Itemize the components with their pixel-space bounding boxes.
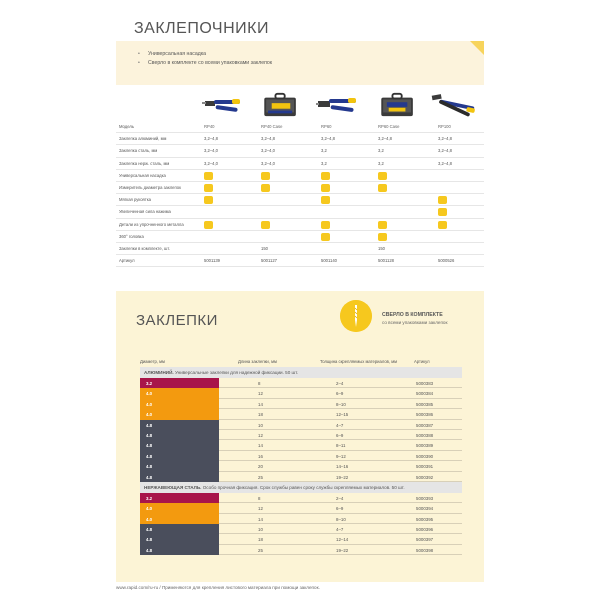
drill-bit-icon [340, 300, 372, 332]
spec-value: 3,2–4,8 [378, 136, 392, 142]
diameter-cell [140, 409, 219, 419]
sku-value: 5000387 [416, 422, 434, 428]
diameter-cell [140, 378, 219, 388]
diameter-value: 3.2 [146, 495, 153, 501]
thickness-value: 12–15 [336, 412, 349, 418]
spec-header-label: Модель [119, 124, 135, 129]
spec-value: 3,2 [378, 160, 384, 166]
sku-value: 5000388 [416, 432, 434, 438]
tool-name: RP40 Case [261, 124, 283, 129]
thickness-value: 4–7 [336, 422, 344, 428]
section-title: АЛЮМИНИЙ. Универсальные заклепки для надежной фиксации. 50 шт. [144, 370, 299, 375]
spec-row [116, 231, 484, 243]
thickness-value: 6–9 [336, 432, 344, 438]
spec-row-label: Увеличенная сила нажима [119, 209, 171, 215]
spec-value: 5001139 [204, 258, 220, 264]
rivets-header-row [140, 356, 462, 367]
length-value: 12 [258, 506, 263, 512]
diameter-cell [140, 461, 219, 471]
check-mark [261, 184, 270, 192]
check-mark [204, 184, 213, 192]
thickness-value: 4–7 [336, 527, 344, 533]
footer-text: www.rapid.com/ru-ru / Применяются для крепления листового материала при помощи заклепок. [116, 585, 320, 590]
diameter-value: 4.8 [146, 527, 153, 533]
spec-row [116, 255, 484, 267]
spec-value: 5001140 [321, 258, 337, 264]
rivet-row [140, 399, 462, 409]
rivet-row [140, 514, 462, 524]
diameter-cell [140, 420, 219, 430]
column-header: Длина заклепки, мм [238, 359, 277, 364]
check-mark [438, 221, 447, 229]
diameter-cell [140, 451, 219, 461]
thickness-value: 19–22 [336, 474, 349, 480]
section-title: НЕРЖАВЕЮЩАЯ СТАЛЬ. Особо прочная фиксация. Срок службы равен сроку службы скрепляемых материалов. 50 шт. [144, 484, 405, 490]
check-mark [204, 196, 213, 204]
check-mark [321, 184, 330, 192]
spec-row [116, 158, 484, 170]
rivet-row [140, 430, 462, 440]
spec-row [116, 206, 484, 218]
thickness-value: 2–4 [336, 495, 344, 501]
diameter-cell [140, 534, 219, 544]
length-value: 18 [258, 412, 263, 418]
check-mark [321, 196, 330, 204]
spec-value: 150 [378, 245, 385, 251]
column-header: Толщина скрепляемых материалов, мм [320, 359, 397, 364]
spec-value: 5001127 [261, 258, 277, 264]
diameter-value: 4.8 [146, 537, 153, 543]
check-mark [321, 233, 330, 241]
thickness-value: 6–9 [336, 506, 344, 512]
rivets-title: ЗАКЛЕПКИ [136, 312, 218, 329]
diameter-cell [140, 503, 219, 513]
sku-value: 5000394 [416, 506, 434, 512]
length-value: 10 [258, 527, 263, 533]
length-value: 14 [258, 401, 263, 407]
sku-value: 5000391 [416, 464, 434, 470]
diameter-value: 4.0 [146, 506, 153, 512]
drill-badge-title: СВЕРЛО В КОМПЛЕКТЕ [382, 312, 443, 318]
spec-row [116, 145, 484, 157]
spec-value: 3,2–4,0 [204, 148, 218, 154]
spec-row-label: Заклепка нерж. сталь, мм [119, 160, 170, 166]
rivet-row [140, 545, 462, 555]
diameter-value: 4.8 [146, 422, 153, 428]
sku-value: 5000393 [416, 495, 434, 501]
thickness-value: 6–9 [336, 391, 344, 397]
diameter-value: 4.8 [146, 443, 153, 449]
drill-badge-subtitle: со всеми упаковками заклепок [382, 320, 448, 325]
rivet-section-header [140, 482, 462, 493]
spec-row [116, 182, 484, 194]
column-header: Артикул [414, 359, 430, 364]
length-value: 20 [258, 464, 263, 470]
spec-row-label: Детали из упрочненного металла [119, 221, 184, 227]
spec-row [116, 243, 484, 255]
sku-value: 5000396 [416, 527, 434, 533]
rivet-row [140, 409, 462, 419]
diameter-cell [140, 545, 219, 555]
sku-value: 5000398 [416, 547, 434, 553]
spec-value: 3,2–4,0 [204, 160, 218, 166]
spec-table [116, 121, 484, 267]
spec-value: 3,2–4,8 [261, 136, 275, 142]
rivet-row [140, 524, 462, 534]
spec-row-label: Заклепка сталь, мм [119, 148, 158, 154]
thickness-value: 2–4 [336, 381, 344, 386]
diameter-cell [140, 472, 219, 482]
long-riveter-tool-icon [428, 92, 480, 118]
tool-name: RP60 Case [378, 124, 400, 129]
spec-row-label: Заклепки в комплекте, шт. [119, 245, 171, 251]
rivet-row [140, 388, 462, 398]
rivet-row [140, 493, 462, 503]
rivet-row [140, 440, 462, 450]
rivet-section-header [140, 367, 462, 378]
thickness-value: 9–12 [336, 453, 346, 459]
tool-name: RP60 [321, 124, 332, 129]
spec-value: 3,2 [378, 148, 384, 154]
spec-value: 5001128 [378, 258, 394, 264]
diameter-cell [140, 514, 219, 524]
thickness-value: 14–16 [336, 464, 349, 470]
page-title: ЗАКЛЕПОЧНИКИ [134, 20, 269, 37]
check-mark [378, 221, 387, 229]
diameter-cell [140, 440, 219, 450]
feature-item: • Универсальная насадка [138, 50, 484, 59]
features-box [116, 41, 484, 85]
thickness-value: 8–11 [336, 443, 346, 449]
rivet-row [140, 451, 462, 461]
sku-value: 5000397 [416, 537, 434, 543]
thickness-value: 8–10 [336, 516, 346, 522]
check-mark [261, 172, 270, 180]
diameter-value: 4.0 [146, 412, 153, 418]
diameter-cell [140, 430, 219, 440]
spec-value: 3,2–4,0 [261, 160, 275, 166]
rivets-table [140, 356, 462, 555]
spec-value: 3,2–4,8 [438, 160, 452, 166]
diameter-value: 4.8 [146, 474, 153, 480]
sku-value: 5000385 [416, 401, 434, 407]
length-value: 12 [258, 391, 263, 397]
spec-row [116, 133, 484, 145]
riveter-tool-icon [316, 92, 358, 118]
check-mark [204, 221, 213, 229]
spec-value: 5000526 [438, 258, 455, 264]
rivet-row [140, 420, 462, 430]
diameter-cell [140, 399, 219, 409]
length-value: 8 [258, 495, 261, 501]
rivet-row [140, 461, 462, 471]
spec-row-label: Артикул [119, 258, 135, 264]
diameter-value: 4.8 [146, 432, 153, 438]
spec-value: 3,2–4,8 [438, 148, 452, 154]
check-mark [438, 208, 447, 216]
rivet-row [140, 503, 462, 513]
sku-value: 5000395 [416, 516, 434, 522]
diameter-cell [140, 524, 219, 534]
spec-value: 3,2 [321, 148, 327, 154]
diameter-value: 4.8 [146, 547, 153, 553]
thickness-value: 19–22 [336, 547, 349, 553]
spec-value: 3,2–4,8 [204, 136, 218, 142]
tool-name: RP40 [204, 124, 215, 129]
spec-value: 150 [261, 245, 268, 251]
diameter-value: 4.0 [146, 391, 153, 397]
spec-header-row [116, 121, 484, 133]
sku-value: 5000383 [416, 381, 434, 386]
spec-value: 3,2–4,0 [261, 148, 275, 154]
spec-row [116, 194, 484, 206]
tools-images [116, 88, 484, 124]
spec-row-label: Измеритель диаметра заклепок [119, 184, 181, 190]
length-value: 18 [258, 537, 263, 543]
check-mark [438, 196, 447, 204]
tool-case-icon [378, 92, 418, 118]
check-mark [378, 233, 387, 241]
length-value: 14 [258, 516, 263, 522]
column-header: Диаметр, мм [140, 359, 165, 364]
riveter-tool-icon [202, 92, 242, 118]
check-mark [321, 172, 330, 180]
spec-row [116, 170, 484, 182]
spec-row [116, 219, 484, 231]
length-value: 10 [258, 422, 263, 428]
spec-row-label: Универсальная насадка [119, 172, 166, 178]
sku-value: 5000390 [416, 453, 434, 459]
length-value: 8 [258, 381, 261, 386]
sku-value: 5000384 [416, 391, 434, 397]
spec-value: 3,2 [321, 160, 327, 166]
diameter-value: 4.0 [146, 516, 153, 522]
sku-value: 5000392 [416, 474, 434, 480]
check-mark [261, 221, 270, 229]
thickness-value: 12–14 [336, 537, 349, 543]
length-value: 25 [258, 547, 263, 553]
rivet-row [140, 472, 462, 482]
spec-value: 3,2–4,8 [321, 136, 335, 142]
length-value: 12 [258, 432, 263, 438]
tool-name: RP100 [438, 124, 451, 129]
length-value: 14 [258, 443, 263, 449]
tool-case-icon [261, 92, 301, 118]
feature-item: • Сверло в комплекте со всеми упаковками заклепок [138, 59, 484, 68]
diameter-value: 4.8 [146, 453, 153, 459]
diameter-value: 4.0 [146, 401, 153, 407]
diameter-value: 4.8 [146, 464, 153, 470]
spec-row-label: 360° головка [119, 233, 144, 239]
diameter-cell [140, 493, 219, 503]
rivet-row [140, 378, 462, 388]
check-mark [378, 184, 387, 192]
diameter-cell [140, 388, 219, 398]
length-value: 16 [258, 453, 263, 459]
check-mark [378, 172, 387, 180]
diameter-value: 3.2 [146, 381, 153, 386]
check-mark [321, 221, 330, 229]
sku-value: 5000386 [416, 412, 434, 418]
rivet-row [140, 534, 462, 544]
spec-row-label: Заклепка алюминий, мм [119, 136, 167, 142]
check-mark [204, 172, 213, 180]
spec-row-label: Мягкая рукоятка [119, 197, 151, 203]
thickness-value: 8–10 [336, 401, 346, 407]
sku-value: 5000389 [416, 443, 434, 449]
length-value: 25 [258, 474, 263, 480]
spec-value: 3,2–4,8 [438, 136, 452, 142]
